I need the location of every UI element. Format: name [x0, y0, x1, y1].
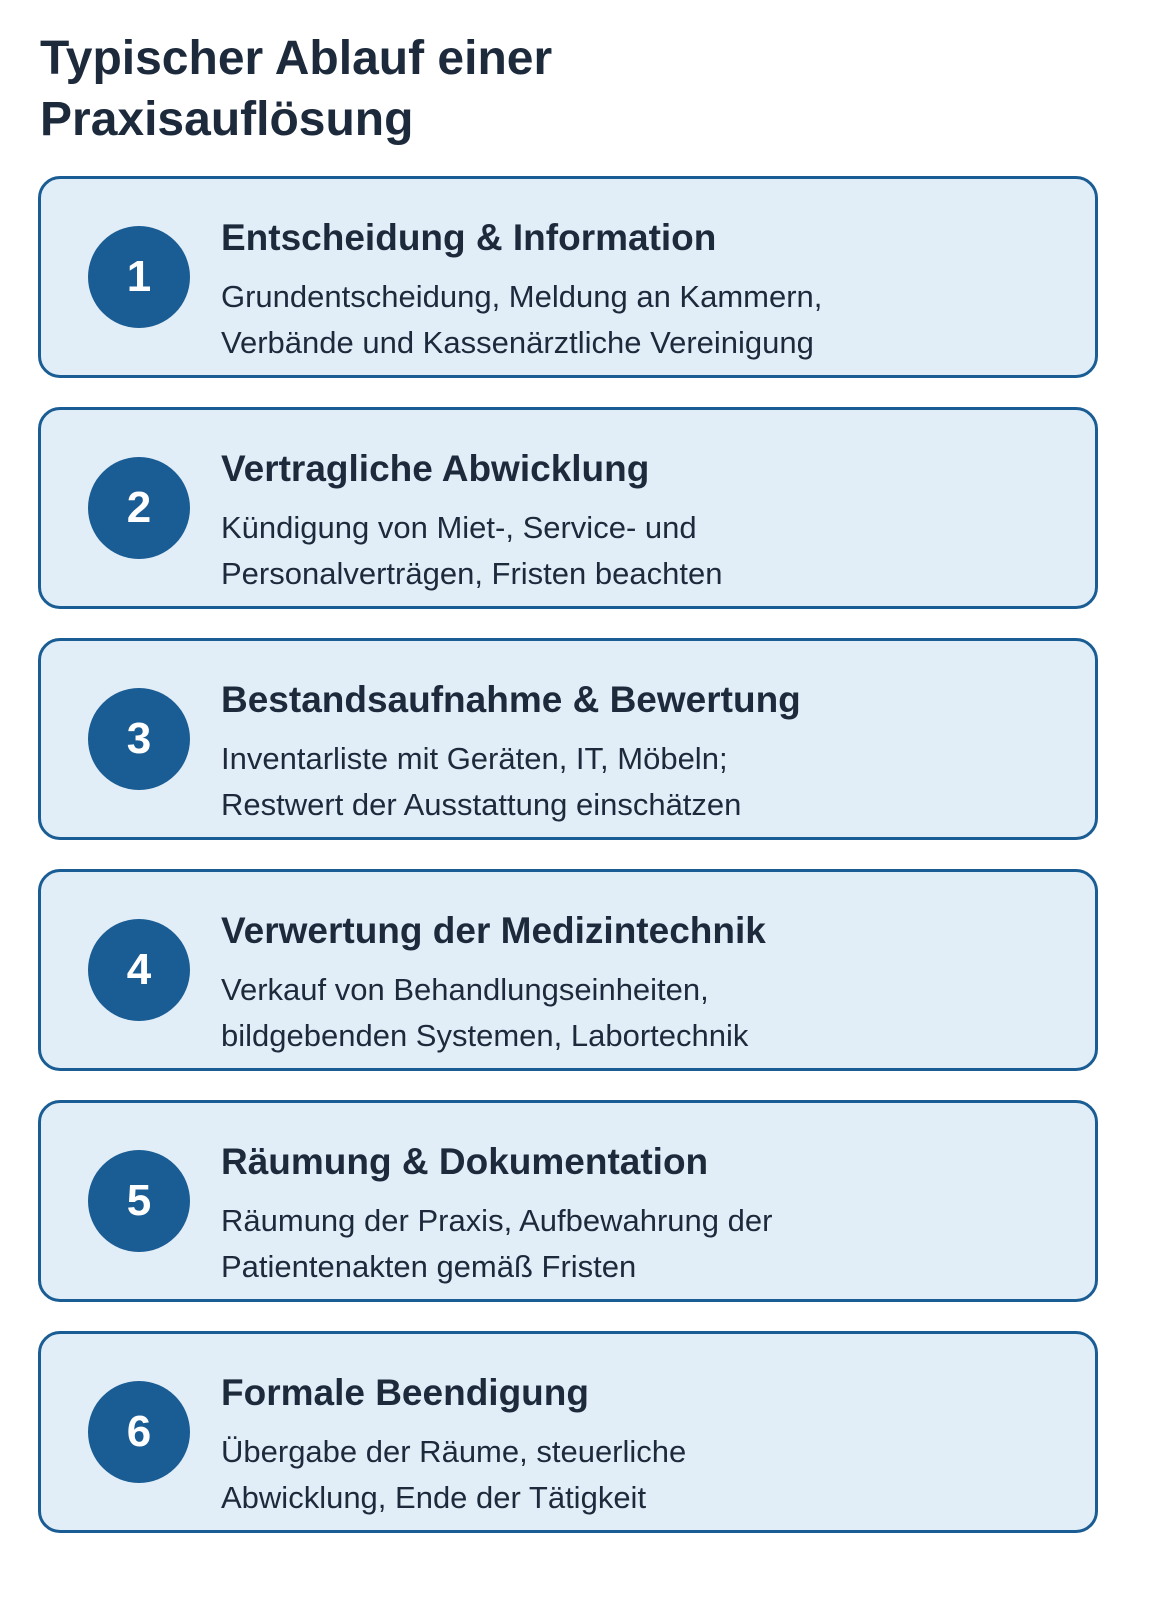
step-title: Vertragliche Abwicklung: [221, 448, 650, 489]
step-description: [221, 1198, 981, 1290]
step-title: Bestandsaufnahme & Bewertung: [221, 679, 801, 720]
step-description: [221, 967, 981, 1059]
step-number-badge: 4: [88, 919, 190, 1021]
step-title: Entscheidung & Information: [221, 217, 717, 258]
step-card-3: [38, 638, 1098, 840]
step-list: [38, 176, 1098, 1562]
step-description-line-2: Restwert der Ausstattung einschätzen: [221, 787, 742, 822]
step-card-1: [38, 176, 1098, 378]
step-number-badge: 6: [88, 1381, 190, 1483]
step-card-4: [38, 869, 1098, 1071]
step-card-5: [38, 1100, 1098, 1302]
step-description: [221, 1429, 981, 1521]
step-number-badge: 1: [88, 226, 190, 328]
step-description-line-2: Patientenakten gemäß Fristen: [221, 1249, 637, 1284]
step-title: Räumung & Dokumentation: [221, 1141, 709, 1182]
step-description-line-2: Personalverträgen, Fristen beachten: [221, 556, 723, 591]
step-card-2: [38, 407, 1098, 609]
page-title-line-1: Typischer Ablauf einer: [40, 32, 553, 85]
step-title: Formale Beendigung: [221, 1372, 589, 1413]
step-number-badge: 2: [88, 457, 190, 559]
step-card-6: [38, 1331, 1098, 1533]
step-description: [221, 274, 981, 366]
step-description-line-1: Grundentscheidung, Meldung an Kammern,: [221, 279, 823, 314]
step-number-badge: 3: [88, 688, 190, 790]
step-description-line-1: Kündigung von Miet-, Service- und: [221, 510, 697, 545]
step-number-badge: 5: [88, 1150, 190, 1252]
step-title: Verwertung der Medizintechnik: [221, 910, 766, 951]
page-title-line-2: Praxisauflösung: [40, 93, 414, 146]
step-description-line-2: Verbände und Kassenärztliche Vereinigung: [221, 325, 814, 360]
step-description-line-1: Übergabe der Räume, steuerliche: [221, 1434, 687, 1469]
step-description-line-2: bildgebenden Systemen, Labortechnik: [221, 1018, 749, 1053]
step-description-line-1: Verkauf von Behandlungseinheiten,: [221, 972, 709, 1007]
step-description: [221, 736, 981, 828]
step-description-line-1: Inventarliste mit Geräten, IT, Möbeln;: [221, 741, 728, 776]
page-title: [40, 28, 760, 150]
step-description-line-2: Abwicklung, Ende der Tätigkeit: [221, 1480, 647, 1515]
step-description-line-1: Räumung der Praxis, Aufbewahrung der: [221, 1203, 773, 1238]
step-description: [221, 505, 981, 597]
